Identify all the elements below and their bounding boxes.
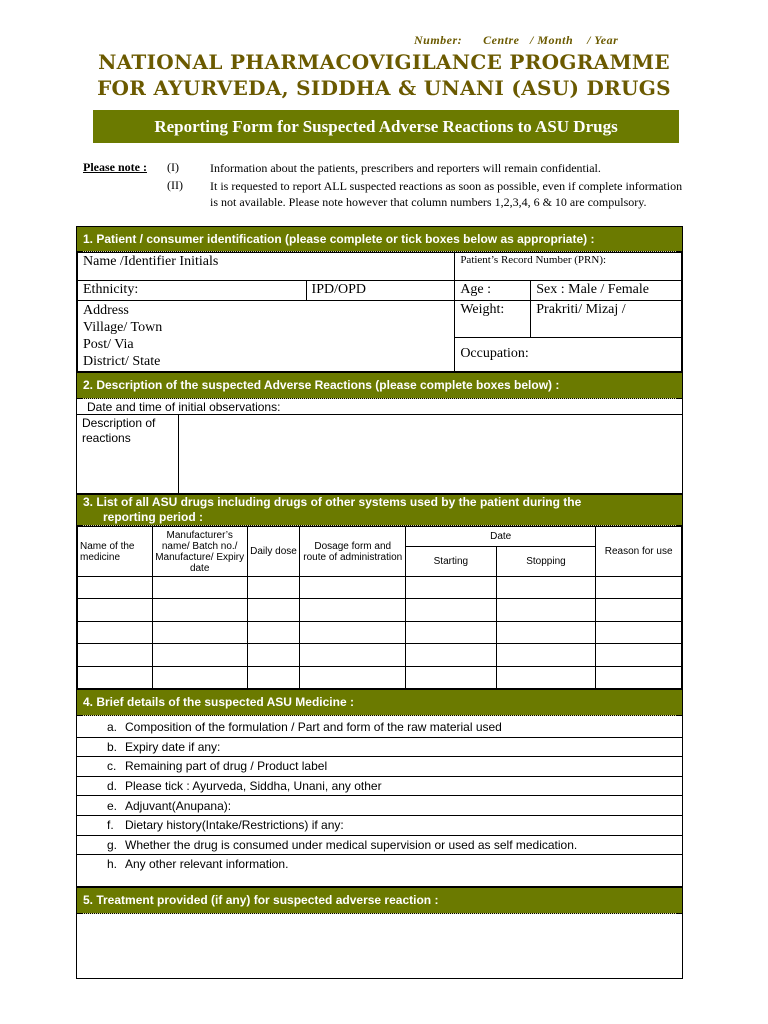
section-suspected-medicine: [76, 689, 683, 887]
section5-heading: 5. Treatment provided (if any) for suspected adverse reaction :: [77, 888, 682, 914]
patient-identification-table: [77, 252, 682, 372]
drug-cell[interactable]: [496, 621, 596, 643]
drug-cell[interactable]: [78, 621, 153, 643]
name-identifier-label: Name /Identifier Initials: [83, 254, 219, 269]
drug-cell[interactable]: [152, 666, 247, 688]
please-note-label: Please note :: [83, 160, 147, 174]
drug-cell[interactable]: [406, 644, 497, 666]
col-header-daily-dose: Daily dose: [247, 527, 300, 577]
drug-cell[interactable]: [152, 577, 247, 599]
medicine-details-list: [77, 716, 682, 874]
drug-cell[interactable]: [496, 577, 596, 599]
col-header-medicine-name: Name of the medicine: [78, 527, 153, 577]
name-identifier-field[interactable]: [78, 253, 455, 281]
drug-cell[interactable]: [247, 599, 300, 621]
list-item[interactable]: g. Whether the drug is consumed under medical supervision or used as self medication.: [77, 835, 682, 855]
ipd-opd-label: IPD/OPD: [311, 282, 367, 297]
list-item[interactable]: d. Please tick : Ayurveda, Siddha, Unani, any other: [77, 776, 682, 796]
section3-heading-line2: reporting period :: [83, 510, 676, 526]
table-row: [78, 644, 682, 666]
description-field[interactable]: [179, 415, 682, 493]
col-header-stopping: Stopping: [496, 547, 596, 577]
list-item[interactable]: h. Any other relevant information.: [77, 854, 682, 874]
note-number-2: (II): [167, 178, 183, 192]
drug-cell[interactable]: [406, 577, 497, 599]
list-item[interactable]: b. Expiry date if any:: [77, 737, 682, 757]
prakriti-label: Prakriti/ Mizaj /: [536, 302, 626, 317]
drug-cell[interactable]: [496, 599, 596, 621]
drug-cell[interactable]: [247, 666, 300, 688]
ethnicity-field[interactable]: [78, 281, 307, 301]
table-row: [78, 599, 682, 621]
initial-observation-date-label: Date and time of initial observations:: [87, 400, 281, 414]
drug-cell[interactable]: [406, 666, 497, 688]
drug-cell[interactable]: [406, 599, 497, 621]
drug-cell[interactable]: [152, 644, 247, 666]
programme-title-line1: NATIONAL PHARMACOVIGILANCE PROGRAMME: [98, 50, 670, 74]
drug-cell[interactable]: [596, 621, 682, 643]
post-via-label: Post/ Via: [83, 337, 134, 352]
village-town-label: Village/ Town: [83, 320, 163, 335]
initial-observation-date-field[interactable]: [77, 399, 682, 415]
note-number-1: (I): [167, 160, 179, 174]
list-item[interactable]: c. Remaining part of drug / Product label: [77, 756, 682, 776]
prn-label: Patient’s Record Number (PRN):: [460, 254, 607, 266]
form-number-line: Number: Centre / Month / Year: [414, 33, 619, 47]
section4-heading: 4. Brief details of the suspected ASU Medicine :: [77, 690, 682, 716]
district-state-label: District/ State: [83, 354, 161, 369]
drug-cell[interactable]: [300, 577, 406, 599]
drug-cell[interactable]: [300, 644, 406, 666]
prakriti-field[interactable]: [531, 301, 682, 338]
age-label: Age :: [460, 282, 492, 297]
age-field[interactable]: [455, 281, 531, 301]
drug-cell[interactable]: [300, 666, 406, 688]
drug-cell[interactable]: [300, 599, 406, 621]
sex-label: Sex : Male / Female: [536, 282, 650, 297]
section-patient-identification: [76, 226, 683, 372]
address-label: Address: [83, 303, 129, 318]
list-item[interactable]: a. Composition of the formulation / Part and form of the raw material used: [107, 719, 502, 734]
address-field[interactable]: [78, 301, 455, 372]
section3-heading-line1: 3. List of all ASU drugs including drugs of other systems used by the patient during the: [83, 495, 582, 509]
treatment-field[interactable]: [77, 914, 682, 978]
drug-cell[interactable]: [152, 621, 247, 643]
section-treatment-provided: [76, 887, 683, 979]
description-row: [77, 415, 682, 493]
table-row: [78, 621, 682, 643]
drug-cell[interactable]: [152, 599, 247, 621]
note-text-2: It is requested to report ALL suspected reactions as soon as possible, even if complete information is not available. Please note however that column numbers 1,2,3,4, 6 & 10 are compulsory.: [210, 179, 683, 209]
sex-field[interactable]: [531, 281, 682, 301]
form-title-banner: Reporting Form for Suspected Adverse Reactions to ASU Drugs: [93, 110, 679, 143]
col-header-dosage-form: Dosage form and route of administration: [300, 527, 406, 577]
drug-cell[interactable]: [78, 599, 153, 621]
col-header-manufacturer: Manufacturer’s name/ Batch no./ Manufacture/ Expiry date: [152, 527, 247, 577]
table-row: [78, 666, 682, 688]
drug-list-table: [77, 526, 682, 689]
drug-cell[interactable]: [247, 621, 300, 643]
note-text-1: Information about the patients, prescribers and reporters will remain confidential.: [210, 161, 601, 175]
prn-field[interactable]: [455, 253, 682, 281]
description-label: Description of reactions: [77, 415, 179, 493]
drug-cell[interactable]: [596, 599, 682, 621]
drug-cell[interactable]: [406, 621, 497, 643]
weight-field[interactable]: [455, 301, 531, 338]
drug-cell[interactable]: [78, 644, 153, 666]
list-item[interactable]: f. Dietary history(Intake/Restrictions) if any:: [77, 815, 682, 835]
drug-cell[interactable]: [247, 644, 300, 666]
col-header-date: Date: [406, 527, 596, 547]
section1-heading: 1. Patient / consumer identification (please complete or tick boxes below as appropriate) :: [77, 227, 682, 252]
drug-cell[interactable]: [300, 621, 406, 643]
drug-cell[interactable]: [596, 644, 682, 666]
weight-label: Weight:: [460, 302, 505, 317]
ipd-opd-field[interactable]: [306, 281, 455, 301]
drug-cell[interactable]: [78, 666, 153, 688]
col-header-starting: Starting: [406, 547, 497, 577]
section2-heading: 2. Description of the suspected Adverse Reactions (please complete boxes below) :: [77, 373, 682, 399]
drug-cell[interactable]: [596, 666, 682, 688]
programme-title-line2: FOR AYURVEDA, SIDDHA & UNANI (ASU) DRUGS: [97, 76, 671, 100]
drug-cell[interactable]: [496, 644, 596, 666]
drug-cell[interactable]: [78, 577, 153, 599]
occupation-field[interactable]: [455, 337, 682, 372]
section-drug-list: [76, 494, 683, 689]
list-item[interactable]: e. Adjuvant(Anupana):: [77, 795, 682, 815]
section-adverse-reactions: [76, 372, 683, 494]
drug-cell[interactable]: [596, 577, 682, 599]
section3-heading: [77, 495, 682, 526]
col-header-reason: Reason for use: [596, 527, 682, 577]
table-row: [78, 577, 682, 599]
drug-cell[interactable]: [247, 577, 300, 599]
occupation-label: Occupation:: [460, 346, 529, 362]
ethnicity-label: Ethnicity:: [83, 282, 139, 297]
drug-cell[interactable]: [496, 666, 596, 688]
